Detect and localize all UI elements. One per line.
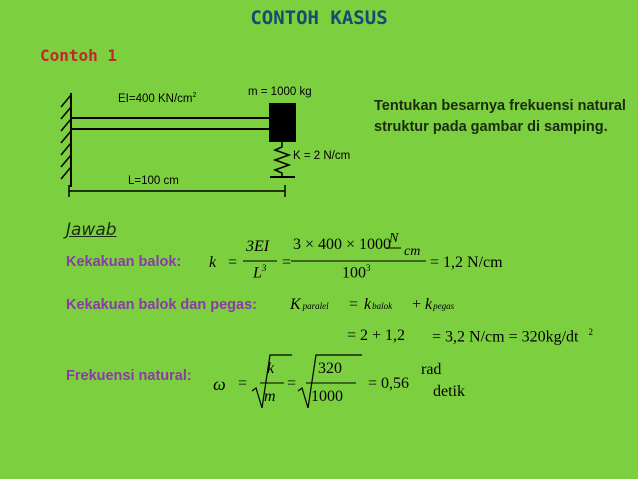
sqrt-fraction-bar xyxy=(260,382,284,384)
beam-stiffness-label: Kekakuan balok: xyxy=(66,254,182,270)
sqrt-denominator-1000: 1000 xyxy=(311,388,343,405)
sum-line: = 2 + 1,2 xyxy=(347,327,406,344)
omega-symbol: ω xyxy=(213,374,226,394)
wall-hatching xyxy=(61,95,71,179)
sqrt-denominator-m: m xyxy=(264,388,276,405)
page-title: CONTOH KASUS xyxy=(250,7,388,29)
k-symbol: k xyxy=(209,254,217,271)
problem-statement: Tentukan besarnya frekuensi natural struktur pada gambar di samping. xyxy=(374,98,626,135)
unit-rad: rad xyxy=(421,361,442,378)
eq-sign-3: = xyxy=(349,296,359,313)
eq-sign-2: = xyxy=(282,254,292,271)
sqrt-fraction-bar-2 xyxy=(306,382,356,384)
plus-sign: + xyxy=(412,296,422,313)
mass-label: m = 1000 kg xyxy=(248,86,312,98)
ei-label: EI=400 $KN/cm^2$ xyxy=(118,92,197,105)
answer-heading: Jawab xyxy=(66,220,117,240)
beam-stiffness-result: = 1,2 N/cm xyxy=(430,254,503,271)
ei-exponent: 2 xyxy=(192,92,197,99)
fraction-bar xyxy=(243,260,277,262)
eq-sign-5: = xyxy=(287,375,297,392)
combined-result: = 3,2 N/cm = 320kg/dt $^2$ xyxy=(432,327,593,346)
combined-stiffness-label: Kekakuan balok dan pegas: xyxy=(66,297,257,313)
eq-sign: = xyxy=(228,254,238,271)
numerator-values: 3 × 400 × 1000 xyxy=(293,236,392,253)
k-parallel: Kparalel xyxy=(290,296,329,313)
unit-fraction-bar xyxy=(385,247,401,249)
example-subtitle: Contoh 1 xyxy=(40,46,118,65)
k-beam: kbalok xyxy=(364,296,393,313)
unit-cm: cm xyxy=(404,244,421,259)
sqrt-numerator-k: k xyxy=(267,360,275,377)
length-label: L=100 cm xyxy=(128,175,179,187)
sqrt-numerator-320: 320 xyxy=(318,360,342,377)
fraction-numerator-3ei: 3EI xyxy=(246,238,270,255)
unit-detik: detik xyxy=(433,383,465,400)
denominator-100-cubed: $100^3$ xyxy=(342,263,371,282)
eq-sign-4: = xyxy=(238,375,248,392)
spring-label: K = 2 N/cm xyxy=(293,150,351,162)
natural-frequency-label: Frekuensi natural: xyxy=(66,368,192,384)
k-spring: kpegas xyxy=(425,296,455,313)
fraction-bar-2 xyxy=(291,260,426,262)
cantilever-diagram xyxy=(55,85,375,200)
frequency-result: = 0,56 xyxy=(368,375,410,392)
mass-block xyxy=(269,103,296,142)
fraction-denominator-l3: $L^3$ xyxy=(253,263,267,282)
spring xyxy=(275,142,289,177)
unit-n: N xyxy=(389,231,399,246)
